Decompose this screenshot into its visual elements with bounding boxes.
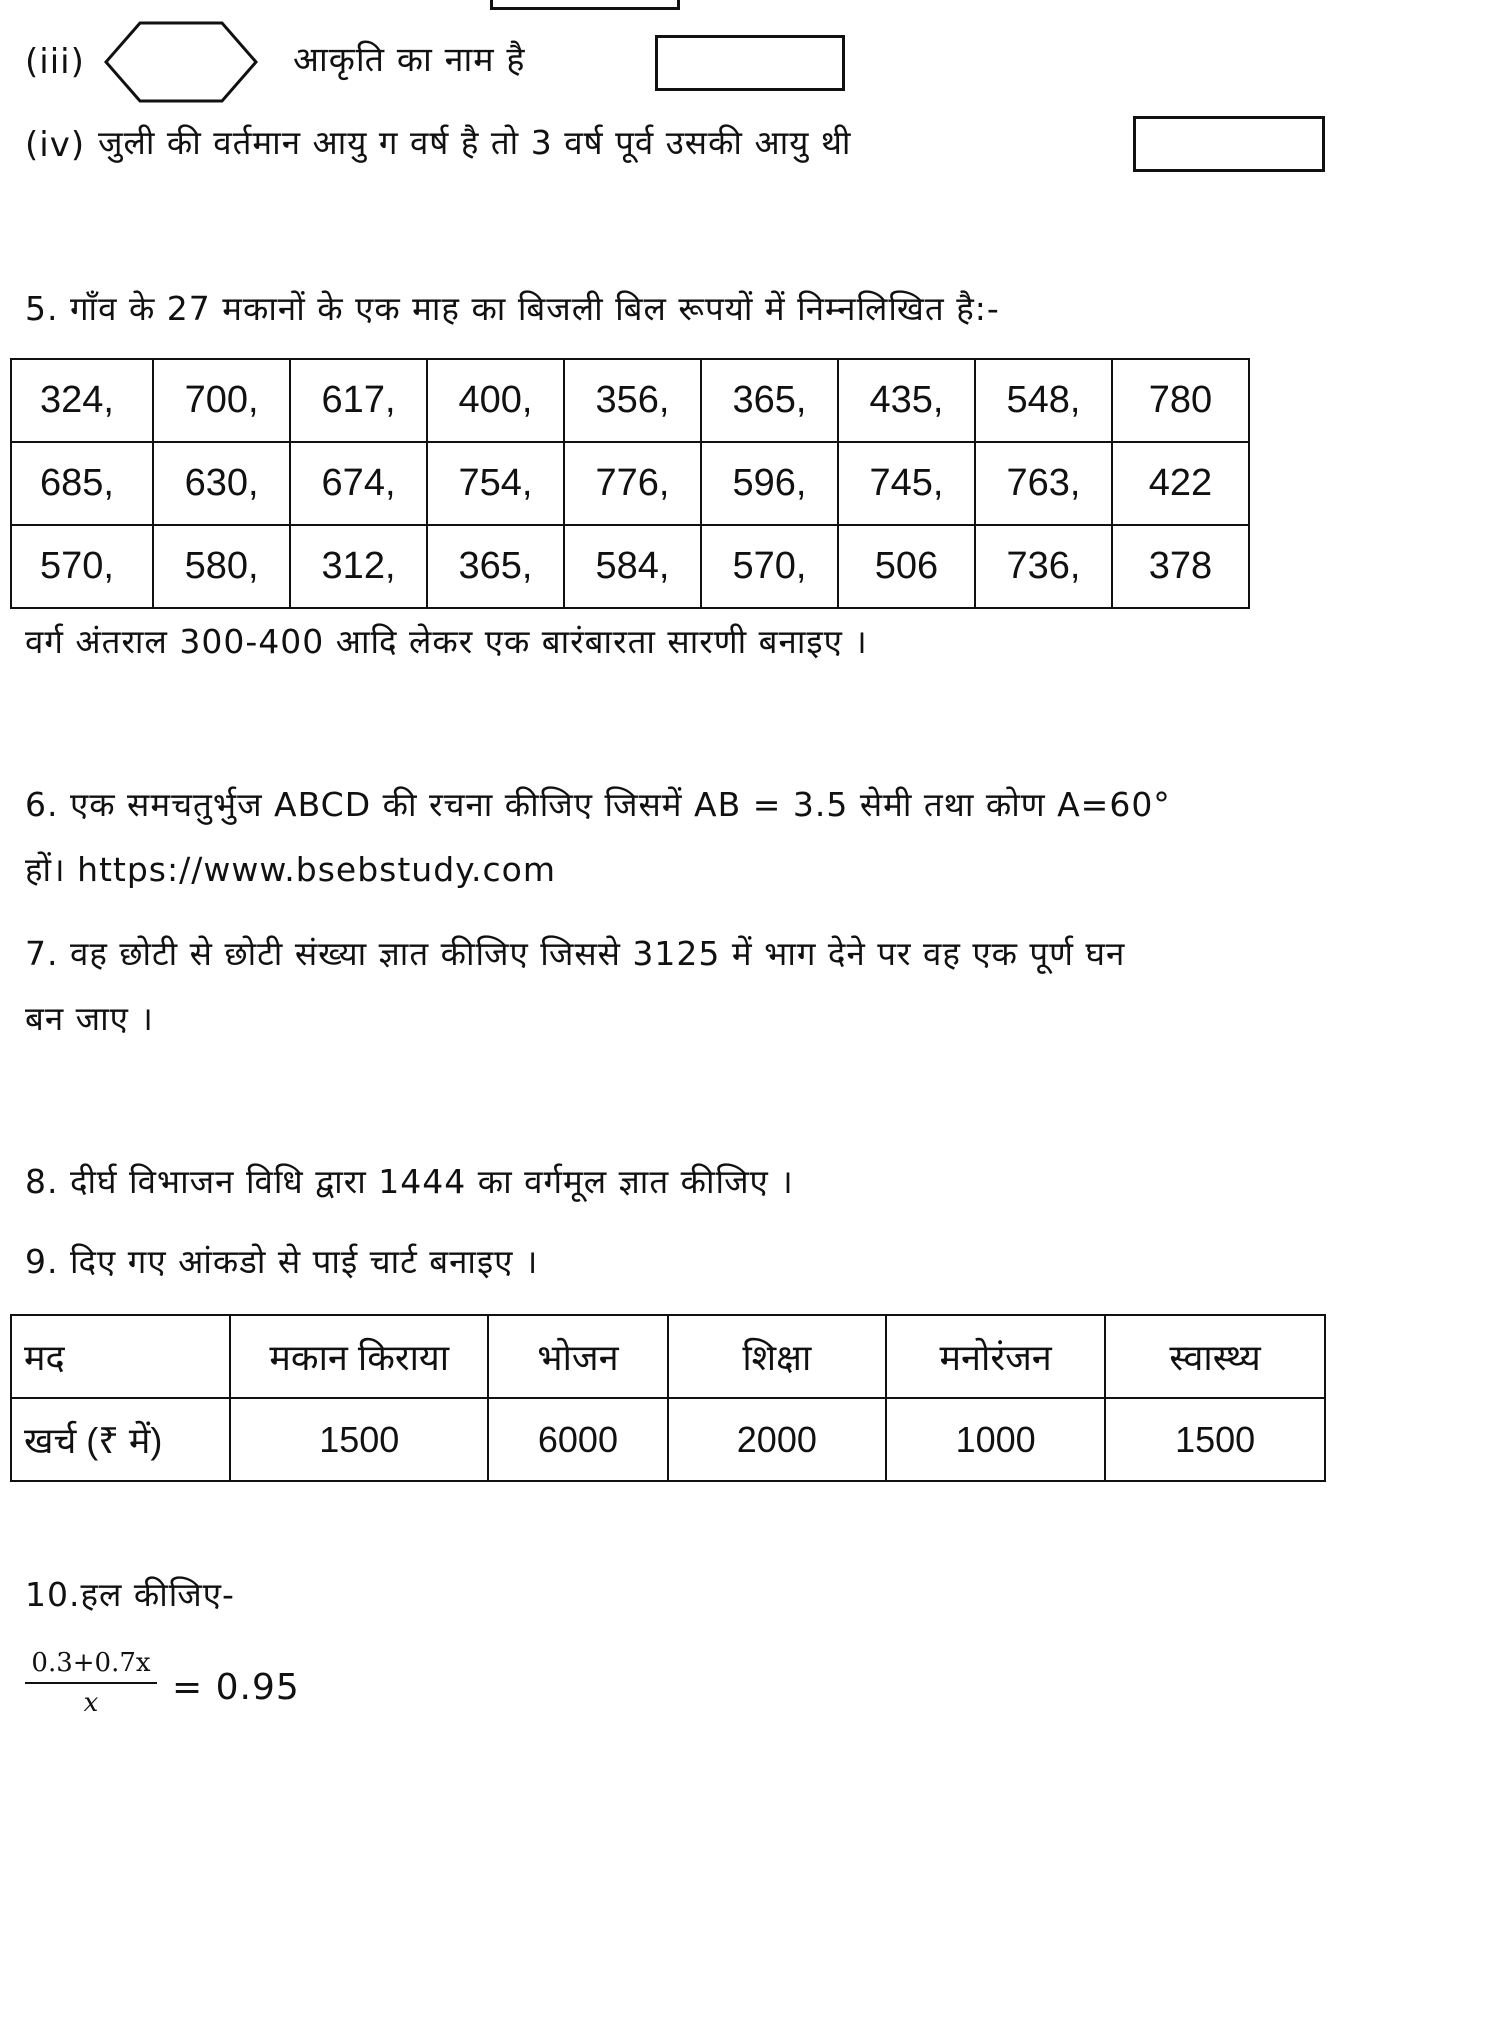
expense-table <box>10 1314 1326 1482</box>
table-cell: 630, <box>153 442 290 525</box>
fraction-denominator: x <box>83 1688 99 1718</box>
hexagon-icon <box>103 20 259 104</box>
answer-box-iii[interactable] <box>655 35 845 91</box>
table-header-cell: मनोरंजन <box>886 1315 1105 1398</box>
equation-rhs: = 0.95 <box>172 1667 300 1708</box>
table-header-cell: मकान किराया <box>230 1315 488 1398</box>
table-cell: 570, <box>11 525 153 608</box>
table-cell: खर्च (₹ में) <box>11 1398 230 1481</box>
table-cell: 1000 <box>886 1398 1105 1481</box>
table-header-cell: शिक्षा <box>668 1315 887 1398</box>
q10-question: 10.हल कीजिए- <box>25 1575 235 1614</box>
table-header-cell: मद <box>11 1315 230 1398</box>
q4-iii-text: आकृति का नाम है <box>293 40 526 80</box>
table-cell: 378 <box>1112 525 1249 608</box>
table-cell: 700, <box>153 359 290 442</box>
table-row <box>11 1398 1325 1481</box>
table-header-cell: स्वास्थ्य <box>1105 1315 1325 1398</box>
table-header-cell: भोजन <box>488 1315 667 1398</box>
table-cell: 365, <box>701 359 838 442</box>
table-cell: 776, <box>564 442 701 525</box>
table-cell: 548, <box>975 359 1112 442</box>
electricity-bill-table <box>10 358 1250 609</box>
table-cell: 617, <box>290 359 427 442</box>
table-row <box>11 442 1249 525</box>
equation-fraction <box>25 1648 157 1718</box>
table-cell: 570, <box>701 525 838 608</box>
table-cell: 422 <box>1112 442 1249 525</box>
q7-question-line1: 7. वह छोटी से छोटी संख्या ज्ञात कीजिए जिससे 3125 में भाग देने पर वह एक पूर्ण घन <box>25 934 1126 973</box>
table-cell: 312, <box>290 525 427 608</box>
q5-question: 5. गाँव के 27 मकानों के एक माह का बिजली बिल रूपयों में निम्नलिखित है:- <box>25 289 1000 328</box>
table-cell: 736, <box>975 525 1112 608</box>
q9-question: 9. दिए गए आंकडो से पाई चार्ट बनाइए । <box>25 1242 539 1281</box>
table-cell: 780 <box>1112 359 1249 442</box>
table-header-row <box>11 1315 1325 1398</box>
table-cell: 763, <box>975 442 1112 525</box>
table-cell: 324, <box>11 359 153 442</box>
q4-iv-text: जुली की वर्तमान आयु ग वर्ष है तो 3 वर्ष पूर्व उसकी आयु थी <box>98 123 852 162</box>
table-row <box>11 359 1249 442</box>
table-cell: 400, <box>427 359 564 442</box>
answer-box-iv[interactable] <box>1133 116 1325 172</box>
table-cell: 596, <box>701 442 838 525</box>
q6-question-line2: हों। https://www.bsebstudy.com <box>25 850 556 889</box>
table-cell: 356, <box>564 359 701 442</box>
table-cell: 2000 <box>668 1398 887 1481</box>
table-cell: 435, <box>838 359 975 442</box>
table-row <box>11 525 1249 608</box>
table-cell: 6000 <box>488 1398 667 1481</box>
table-cell: 1500 <box>1105 1398 1325 1481</box>
fraction-numerator: 0.3+0.7x <box>31 1648 151 1678</box>
table-cell: 685, <box>11 442 153 525</box>
table-cell: 754, <box>427 442 564 525</box>
table-cell: 365, <box>427 525 564 608</box>
q4-iii-label: (iii) <box>25 42 85 82</box>
q5-instruction: वर्ग अंतराल 300-400 आदि लेकर एक बारंबारता सारणी बनाइए । <box>25 622 868 661</box>
table-cell: 1500 <box>230 1398 488 1481</box>
table-cell: 506 <box>838 525 975 608</box>
q8-question: 8. दीर्घ विभाजन विधि द्वारा 1444 का वर्गमूल ज्ञात कीजिए । <box>25 1162 794 1201</box>
table-cell: 745, <box>838 442 975 525</box>
table-cell: 580, <box>153 525 290 608</box>
answer-box-ii[interactable] <box>490 0 680 10</box>
q6-question-line1: 6. एक समचतुर्भुज ABCD की रचना कीजिए जिसमें AB = 3.5 सेमी तथा कोण A=60° <box>25 785 1171 824</box>
table-cell: 584, <box>564 525 701 608</box>
q7-question-line2: बन जाए । <box>25 999 154 1038</box>
table-cell: 674, <box>290 442 427 525</box>
q4-iv-label: (iv) <box>25 125 86 165</box>
